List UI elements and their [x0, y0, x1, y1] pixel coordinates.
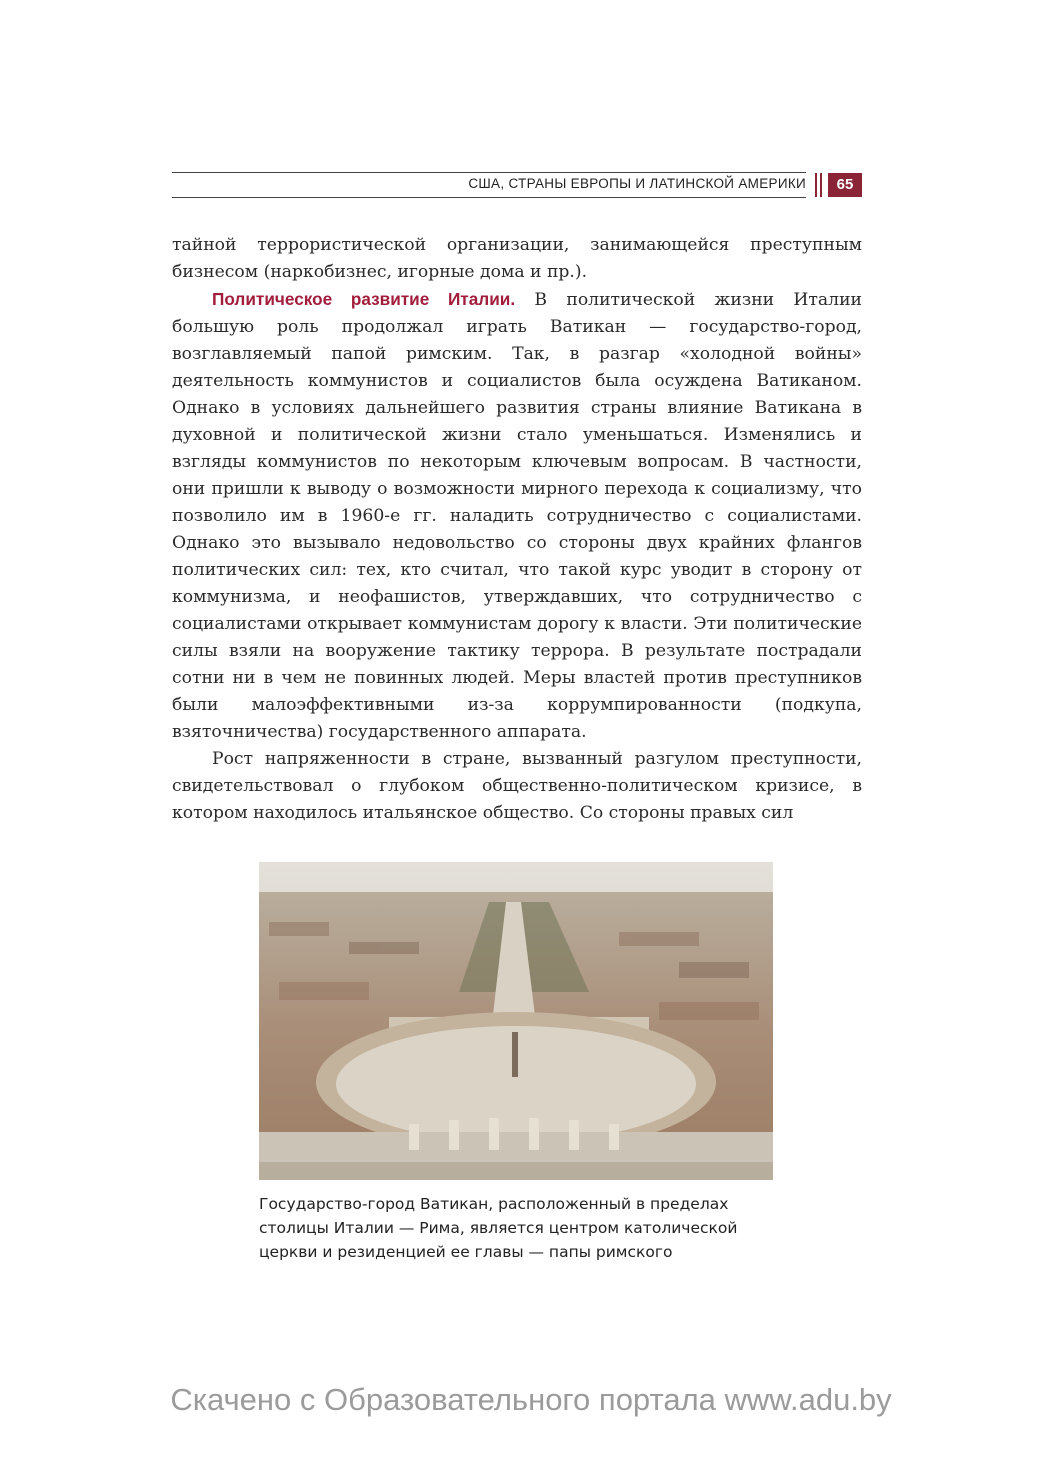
running-header — [172, 172, 862, 200]
section-heading: Политическое развитие Италии. — [212, 289, 516, 309]
paragraph-2-text: В политической жизни Италии большую роль продолжал играть Ватикан — государство-город, возглавляемый папой римским. Так, в разгар «холодной войны» деятельность коммунистов и социалистов была осуждена Ватиканом. Однако в условиях дальнейшего развития страны влияние Ватикана в духовной и политической жизни стало уменьшаться. Изменялись и взгляды коммунистов по некоторым ключевым вопросам. В частности, они пришли к выводу о возможности мирного перехода к социализму, что позволило им в 1960-е гг. наладить сотрудничество с социалистами. Однако это вызывало недовольство со стороны двух крайних флангов политических сил: тех, кто считал, что такой курс уводит в сторону от коммунизма, и неофашистов, утверждавших, что сотрудничество с социалистами открывает коммунистам дорогу к власти. Эти политические силы взяли на вооружение тактику террора. В результате пострадали сотни ни в чем не повинных людей. Меры властей против преступников были малоэффективными из-за коррумпированности (подкупа, взяточничества) государственного аппарата. — [172, 290, 862, 742]
header-accent-bars — [815, 173, 825, 197]
header-rule-bottom — [172, 197, 806, 198]
paragraph-1: тайной террористической организации, занимающейся преступным бизнесом (наркобизнес, игорные дома и пр.). — [172, 235, 862, 282]
page-number: 65 — [828, 173, 862, 197]
header-rule-top — [172, 172, 806, 173]
source-watermark: Скачено с Образовательного портала www.adu.by — [170, 1382, 892, 1417]
paragraph-3: Рост напряженности в стране, вызванный разгулом преступности, свидетельствовал о глубоком общественно-политическом кризисе, в котором находилось итальянское общество. Со стороны правых сил — [172, 749, 862, 823]
running-title: США, СТРАНЫ ЕВРОПЫ И ЛАТИНСКОЙ АМЕРИКИ — [468, 176, 806, 191]
paragraph-2 — [172, 286, 862, 746]
photo-caption: Государство-город Ватикан, расположенный в пределах столицы Италии — Рима, является центром католической церкви и резиденцией ее главы — папы римского — [259, 1195, 738, 1261]
body-text — [172, 232, 862, 827]
vatican-photo — [259, 862, 773, 1180]
